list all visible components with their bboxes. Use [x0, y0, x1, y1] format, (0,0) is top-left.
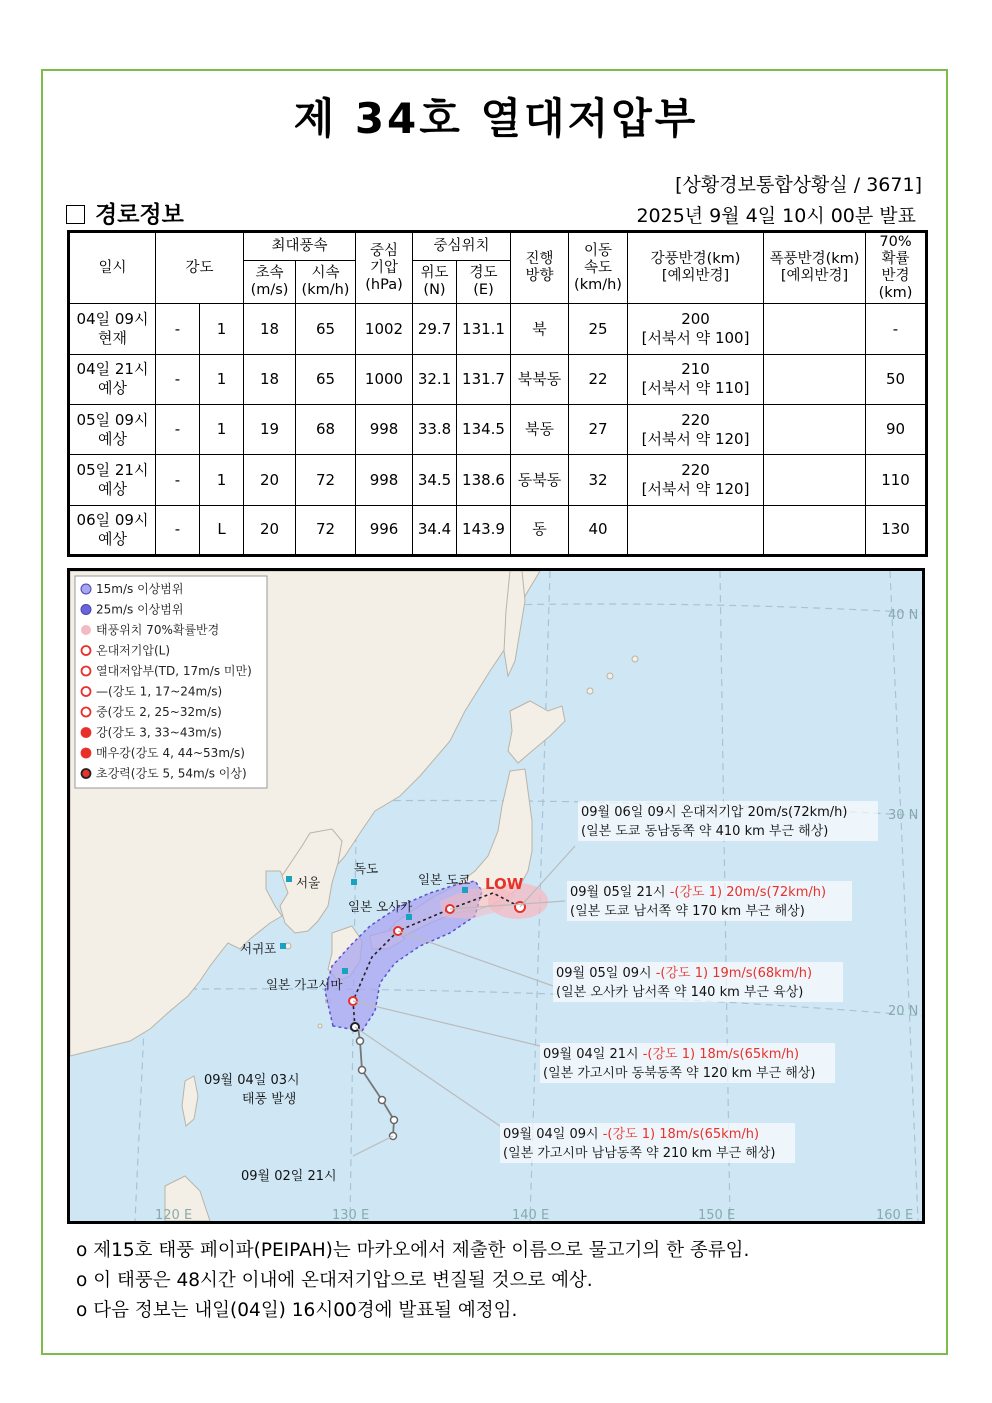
cell-lat: 34.5 [413, 455, 457, 505]
cell-time: 05일 21시 예상 [69, 455, 156, 505]
note-3: o 다음 정보는 내일(04일) 16시00경에 발표될 예정임. [76, 1300, 518, 1321]
header-wind-ms: 초속 (m/s) [244, 261, 296, 304]
seogwipo-marker [280, 943, 286, 949]
place-seogwipo: 서귀포 [240, 941, 277, 956]
lon-label-150: 150 E [698, 1208, 736, 1221]
cell-ms: 18 [244, 304, 296, 354]
cell-kmh: 72 [296, 505, 356, 555]
intensity-5-icon [82, 769, 91, 778]
legend-label: —(강도 1, 17~24m/s) [96, 684, 223, 699]
legend-label: 중(강도 2, 25~32m/s) [96, 705, 222, 719]
cell-strong-radius: 220 [서북서 약 120] [628, 405, 764, 455]
cell-time: 04일 21시 예상 [69, 354, 156, 404]
cell-size: - [156, 304, 200, 354]
legend-item [82, 684, 223, 699]
cell-ms: 20 [244, 455, 296, 505]
cell-lon: 131.1 [457, 304, 511, 354]
legend-label: 25m/s 이상범위 [96, 602, 184, 617]
header-strong-radius: 강풍반경(km) [예외반경] [628, 232, 764, 304]
cell-speed: 27 [569, 405, 628, 455]
lat-label-30: 30 N [888, 808, 919, 823]
legend-item [82, 745, 245, 760]
cell-kmh: 72 [296, 455, 356, 505]
table-header-row [69, 232, 927, 261]
header-intensity: 강도 [156, 232, 244, 304]
table-row [69, 354, 927, 404]
extratropical-icon [82, 646, 91, 655]
cell-hpa: 998 [356, 405, 413, 455]
header-time: 일시 [69, 232, 156, 304]
cell-storm [764, 354, 866, 404]
table-row [69, 405, 927, 455]
cell-intensity: 1 [200, 304, 244, 354]
header-lat: 위도 (N) [413, 261, 457, 304]
callout-2-line2: (일본 오사카 남서쪽 약 140 km 부근 육상) [556, 985, 804, 1000]
cell-size: - [156, 354, 200, 404]
map-legend [75, 576, 267, 788]
table-row [69, 455, 927, 505]
place-tokyo: 일본 도쿄 [418, 872, 471, 887]
prob-radius-icon [81, 625, 91, 635]
intensity-3-icon [82, 728, 91, 737]
header-direction: 진행 방향 [511, 232, 569, 304]
cell-size: - [156, 455, 200, 505]
cell-strong-radius: 200 [서북서 약 100] [628, 304, 764, 354]
section-title-text: 경로정보 [95, 202, 184, 228]
header-wind-kmh: 시속 (km/h) [296, 261, 356, 304]
cell-dir: 북 [511, 304, 569, 354]
tokyo-marker [462, 887, 468, 893]
genesis-label-time: 09월 04일 03시 [204, 1073, 300, 1088]
callout-1-line1: 09월 05일 21시 -(강도 1) 20m/s(72km/h) [570, 885, 827, 900]
note-1: o 제15호 태풍 페이파(PEIPAH)는 마카오에서 제출한 이름으로 물고기의 한 종류임. [76, 1240, 750, 1261]
place-kagoshima: 일본 가고시마 [266, 977, 343, 992]
callout-3-line1: 09월 04일 21시 -(강도 1) 18m/s(65km/h) [543, 1047, 800, 1062]
legend-label: 온대저기압(L) [96, 643, 171, 658]
cell-storm [764, 455, 866, 505]
cell-intensity: 1 [200, 354, 244, 404]
legend-label: 초강력(강도 5, 54m/s 이상) [96, 766, 247, 781]
cell-time: 06일 09시 예상 [69, 505, 156, 555]
cell-time: 05일 09시 예상 [69, 405, 156, 455]
cell-dir: 동 [511, 505, 569, 555]
cell-storm [764, 304, 866, 354]
lon-label-140: 140 E [512, 1208, 550, 1221]
office-label: [상황경보통합상황실 / 3671] [675, 174, 922, 196]
cell-prob: - [866, 304, 927, 354]
cell-hpa: 1000 [356, 354, 413, 404]
cell-size: - [156, 505, 200, 555]
cell-kmh: 65 [296, 304, 356, 354]
legend-label: 15m/s 이상범위 [96, 582, 184, 596]
legend-label: 강(강도 3, 33~43m/s) [96, 725, 222, 740]
track-map-svg [70, 571, 922, 1221]
seoul-marker [286, 876, 292, 882]
table-row [69, 304, 927, 354]
track-map [67, 568, 925, 1224]
cell-size: - [156, 405, 200, 455]
cell-speed: 22 [569, 354, 628, 404]
cell-lon: 143.9 [457, 505, 511, 555]
intensity-1-icon [82, 687, 91, 696]
page-title: 제 34호 열대저압부 [293, 94, 699, 143]
header-storm-radius: 폭풍반경(km) [예외반경] [764, 232, 866, 304]
cell-lon: 134.5 [457, 405, 511, 455]
cell-storm [764, 405, 866, 455]
place-seoul: 서울 [296, 875, 321, 890]
legend-item [81, 581, 183, 596]
header-speed: 이동 속도 (km/h) [569, 232, 628, 304]
genesis-label-text: 태풍 발생 [242, 1092, 297, 1107]
cell-time: 04일 09시 현재 [69, 304, 156, 354]
cell-hpa: 998 [356, 455, 413, 505]
callout-1-line2: (일본 도쿄 남서쪽 약 170 km 부근 해상) [570, 904, 805, 919]
cell-lon: 138.6 [457, 455, 511, 505]
callout-3-line2: (일본 가고시마 동북동쪽 약 120 km 부근 해상) [543, 1066, 816, 1081]
callout-4-line1: 09월 04일 09시 -(강도 1) 18m/s(65km/h) [503, 1127, 760, 1142]
place-osaka: 일본 오사카 [348, 899, 413, 914]
header-pressure: 중심 기압 (hPa) [356, 232, 413, 304]
callout-0-line1: 09월 06일 09시 온대저기압 20m/s(72km/h) [581, 805, 848, 820]
cell-intensity: 1 [200, 455, 244, 505]
cell-dir: 북북동 [511, 354, 569, 404]
callout-2-line1: 09월 05일 09시 -(강도 1) 19m/s(68km/h) [556, 966, 813, 981]
cell-strong-radius [628, 505, 764, 555]
risk-15-icon [81, 584, 91, 594]
cell-speed: 32 [569, 455, 628, 505]
dokdo-marker [351, 879, 357, 885]
kagoshima-marker [342, 968, 348, 974]
cell-prob: 90 [866, 405, 927, 455]
lon-label-130: 130 E [332, 1208, 370, 1221]
cell-lat: 32.1 [413, 354, 457, 404]
lon-label-120: 120 E [155, 1208, 193, 1221]
callout-4-line2: (일본 가고시마 남남동쪽 약 210 km 부근 해상) [503, 1146, 776, 1161]
td-icon [82, 667, 91, 676]
risk-25-icon [81, 605, 91, 615]
cell-strong-radius: 210 [서북서 약 110] [628, 354, 764, 404]
legend-item [82, 725, 222, 740]
issued-time: 2025년 9월 4일 10시 00분 발표 [636, 205, 916, 227]
cell-kmh: 65 [296, 354, 356, 404]
legend-label: 매우강(강도 4, 44~53m/s) [96, 746, 245, 760]
notes [76, 1236, 749, 1326]
past-position-label: 09월 02일 21시 [241, 1169, 337, 1184]
intensity-2-icon [82, 708, 91, 717]
legend-item [82, 663, 252, 678]
lat-label-40: 40 N [888, 608, 919, 623]
cell-hpa: 1002 [356, 304, 413, 354]
legend-label: 열대저압부(TD, 17m/s 미만) [96, 664, 252, 678]
cell-ms: 19 [244, 405, 296, 455]
cell-hpa: 996 [356, 505, 413, 555]
cell-speed: 25 [569, 304, 628, 354]
cell-lat: 29.7 [413, 304, 457, 354]
cell-dir: 동북동 [511, 455, 569, 505]
intensity-4-icon [82, 749, 91, 758]
header-probability: 70% 확률 반경 (km) [866, 232, 927, 304]
table-row [69, 505, 927, 555]
header-center: 중심위치 [413, 232, 511, 261]
cell-kmh: 68 [296, 405, 356, 455]
checkbox-icon [66, 205, 85, 224]
legend-item [82, 766, 247, 781]
cell-speed: 40 [569, 505, 628, 555]
cell-prob: 130 [866, 505, 927, 555]
cell-ms: 18 [244, 354, 296, 404]
osaka-marker [406, 914, 412, 920]
note-2: o 이 태풍은 48시간 이내에 온대저기압으로 변질될 것으로 예상. [76, 1270, 593, 1291]
header-lon: 경도 (E) [457, 261, 511, 304]
cell-strong-radius: 220 [서북서 약 120] [628, 455, 764, 505]
cell-intensity: 1 [200, 405, 244, 455]
section-title [66, 196, 184, 229]
cell-dir: 북동 [511, 405, 569, 455]
callout-0-line2: (일본 도쿄 동남동쪽 약 410 km 부근 해상) [581, 824, 829, 839]
cell-prob: 50 [866, 354, 927, 404]
cell-storm [764, 505, 866, 555]
cell-ms: 20 [244, 505, 296, 555]
place-dokdo: 독도 [354, 861, 379, 876]
legend-item [81, 602, 183, 617]
cell-prob: 110 [866, 455, 927, 505]
cell-lat: 34.4 [413, 505, 457, 555]
legend-item [81, 622, 219, 637]
lat-label-20: 20 N [888, 1004, 919, 1019]
cell-intensity: L [200, 505, 244, 555]
lon-label-160: 160 E [876, 1208, 914, 1221]
header-max-wind: 최대풍속 [244, 232, 356, 261]
legend-label: 태풍위치 70%확률반경 [96, 623, 220, 637]
cell-lon: 131.7 [457, 354, 511, 404]
cell-lat: 33.8 [413, 405, 457, 455]
legend-item [82, 704, 222, 719]
low-label: LOW [485, 875, 524, 893]
track-table [67, 230, 928, 557]
